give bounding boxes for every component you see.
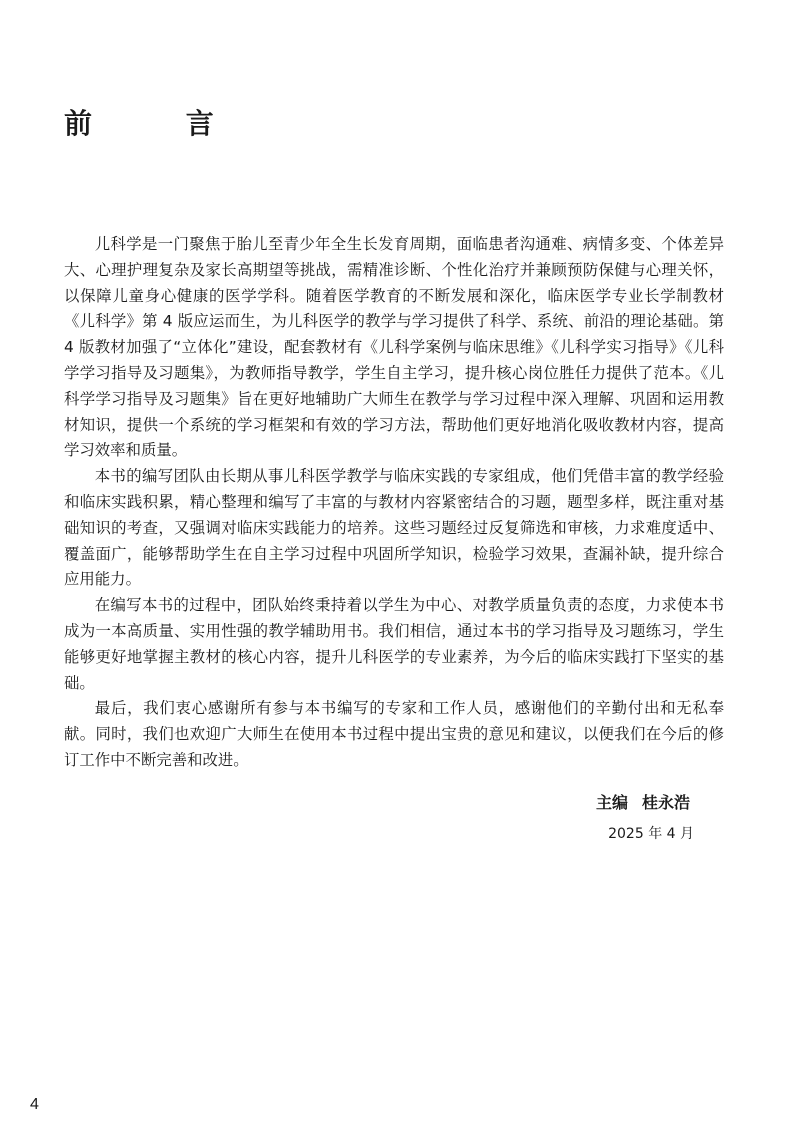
paragraph: 儿科学是一门聚焦于胎儿至青少年全生长发育周期，面临患者沟通难、病情多变、个体差异大、心理护理复杂及家长高期望等挑战，需精准诊断、个性化治疗并兼顾预防保健与心理关怀，以保障儿童身心健康的医学学科。随着医学教育的不断发展和深化，临床医学专业长学制教材《儿科学》第 4 版应运而生，为儿科医学的教学与学习提供了科学、系统、前沿的理论基础。第 4 版教材加强了“立体化”建设，配套教材有《儿科学案例与临床思维》《儿科学实习指导》《儿科学学习指导及习题集》，为教师指导教学，学生自主学习，提升核心岗位胜任力提供了范本。《儿科学学习指导及习题集》旨在更好地辅助广大师生在教学与学习过程中深入理解、巩固和运用教材知识，提供一个系统的学习框架和有效的学习方法，帮助他们更好地消化吸收教材内容，提高学习效率和质量。 [64,235,724,460]
signature-date: 2025 年 4 月 [608,826,694,842]
signature-block [595,790,694,846]
page-number: 4 [30,1096,39,1113]
paragraph: 在编写本书的过程中，团队始终秉持着以学生为中心、对教学质量负责的态度，力求使本书成为一本高质量、实用性强的教学辅助用书。我们相信，通过本书的学习指导及习题练习，学生能够更好地掌握主教材的核心内容，提升儿科医学的专业素养，为今后的临床实践打下坚实的基础。 [64,596,724,692]
paragraph: 本书的编写团队由长期从事儿科医学教学与临床实践的专家组成，他们凭借丰富的教学经验和临床实践积累，精心整理和编写了丰富的与教材内容紧密结合的习题，题型多样，既注重对基础知识的考查，又强调对临床实践能力的培养。这些习题经过反复筛选和审核，力求难度适中、覆盖面广，能够帮助学生在自主学习过程中巩固所学知识，检验学习效果，查漏补缺，提升综合应用能力。 [64,467,724,589]
editor-line [596,790,690,816]
page-title: 前 言 [64,107,256,140]
editor-role: 主编 [595,793,628,812]
preface-body [64,232,724,774]
editor-name: 桂永浩 [641,793,690,812]
paragraph: 最后，我们衷心感谢所有参与本书编写的专家和工作人员，感谢他们的辛勤付出和无私奉献。同时，我们也欢迎广大师生在使用本书过程中提出宝贵的意见和建议，以便我们在今后的修订工作中不断完善和改进。 [64,699,724,769]
